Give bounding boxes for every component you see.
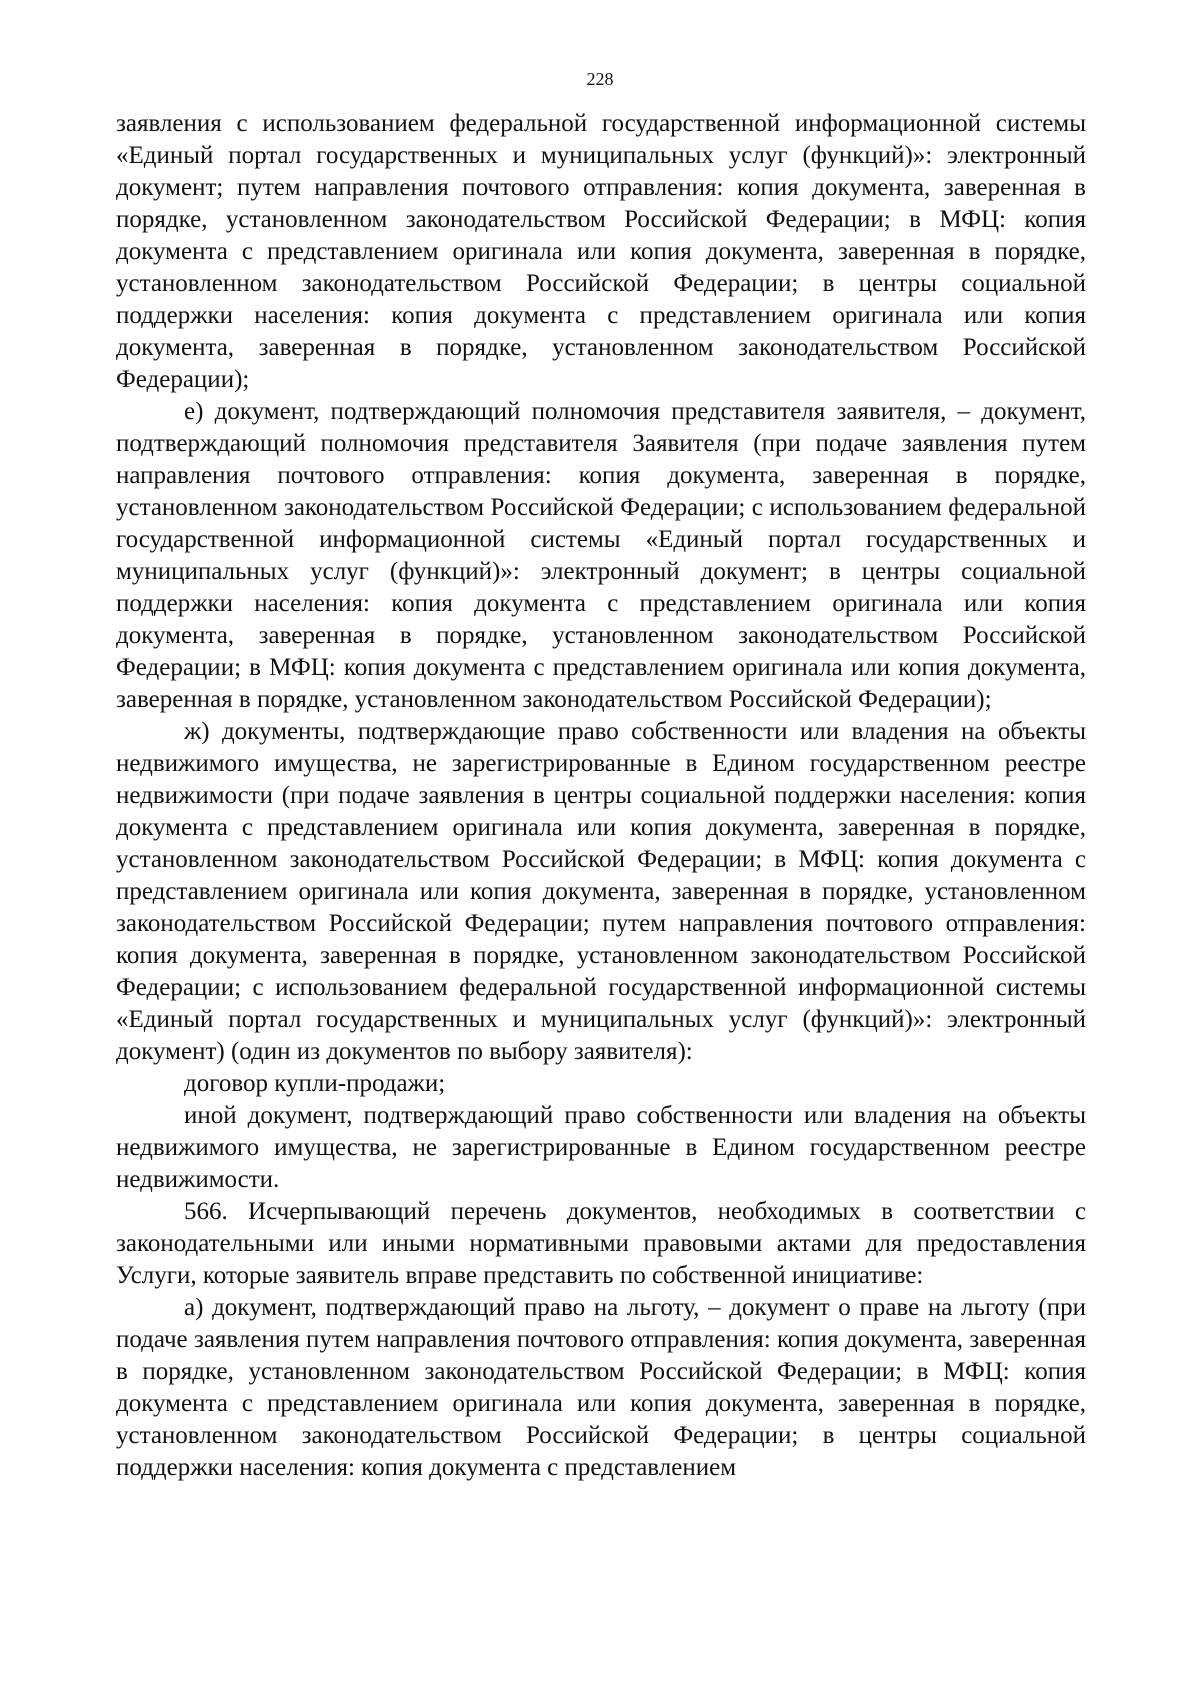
paragraph-item-zh: ж) документы, подтверждающие право собственности или владения на объекты недвижимого имущества, не зарегистрированные в Едином государственном реестре недвижимости (при подаче заявления в центры социальной поддержки населения: копия документа с представлением оригинала или копия документа, заверенная в порядке, установленном законодательством Российской Федерации; в МФЦ: копия документа с представлением оригинала или копия документа, заверенная в порядке, установленном законодательством Российской Федерации; путем направления почтового отправления: копия документа, заверенная в порядке, установленном законодательством Российской Федерации; с использованием федеральной государственной информационной системы «Единый портал государственных и муниципальных услуг (функций)»: электронный документ) (один из документов по выбору заявителя):	[116, 718, 1086, 1065]
page-number: 228	[586, 69, 614, 89]
paragraph-continuation: заявления с использованием федеральной государственной информационной системы «Единый портал государственных и муниципальных услуг (функций)»: электронный документ; путем направления почтового отправления: копия документа, заверенная в порядке, установленном законодательством Российской Федерации; в МФЦ: копия документа с представлением оригинала или копия документа, заверенная в порядке, установленном законодательством Российской Федерации; в центры социальной поддержки населения: копия документа с представлением оригинала или копия документа, заверенная в порядке, установленном законодательством Российской Федерации);	[116, 110, 1086, 393]
document-body	[116, 108, 1086, 1484]
paragraph-item-a: а) документ, подтверждающий право на льготу, – документ о праве на льготу (при подаче заявления путем направления почтового отправления: копия документа, заверенная в порядке, установленном законодательством Российской Федерации; в МФЦ: копия документа с представлением оригинала или копия документа, заверенная в порядке, установленном законодательством Российской Федерации; в центры социальной поддержки населения: копия документа с представлением	[116, 1294, 1086, 1481]
paragraph-sale-contract: договор купли-продажи;	[184, 1070, 446, 1097]
paragraph-other-document: иной документ, подтверждающий право собственности или владения на объекты недвижимого имущества, не зарегистрированные в Едином государственном реестре недвижимости.	[116, 1102, 1086, 1193]
paragraph-566: 566. Исчерпывающий перечень документов, необходимых в соответствии с законодательными или иными нормативными правовыми актами для предоставления Услуги, которые заявитель вправе представить по собственной инициативе:	[116, 1198, 1086, 1289]
paragraph-item-e: е) документ, подтверждающий полномочия представителя заявителя, – документ, подтверждающий полномочия представителя Заявителя (при подаче заявления путем направления почтового отправления: копия документа, заверенная в порядке, установленном законодательством Российской Федерации; с использованием федеральной государственной информационной системы «Единый портал государственных и муниципальных услуг (функций)»: электронный документ; в центры социальной поддержки населения: копия документа с представлением оригинала или копия документа, заверенная в порядке, установленном законодательством Российской Федерации; в МФЦ: копия документа с представлением оригинала или копия документа, заверенная в порядке, установленном законодательством Российской Федерации);	[116, 398, 1086, 713]
